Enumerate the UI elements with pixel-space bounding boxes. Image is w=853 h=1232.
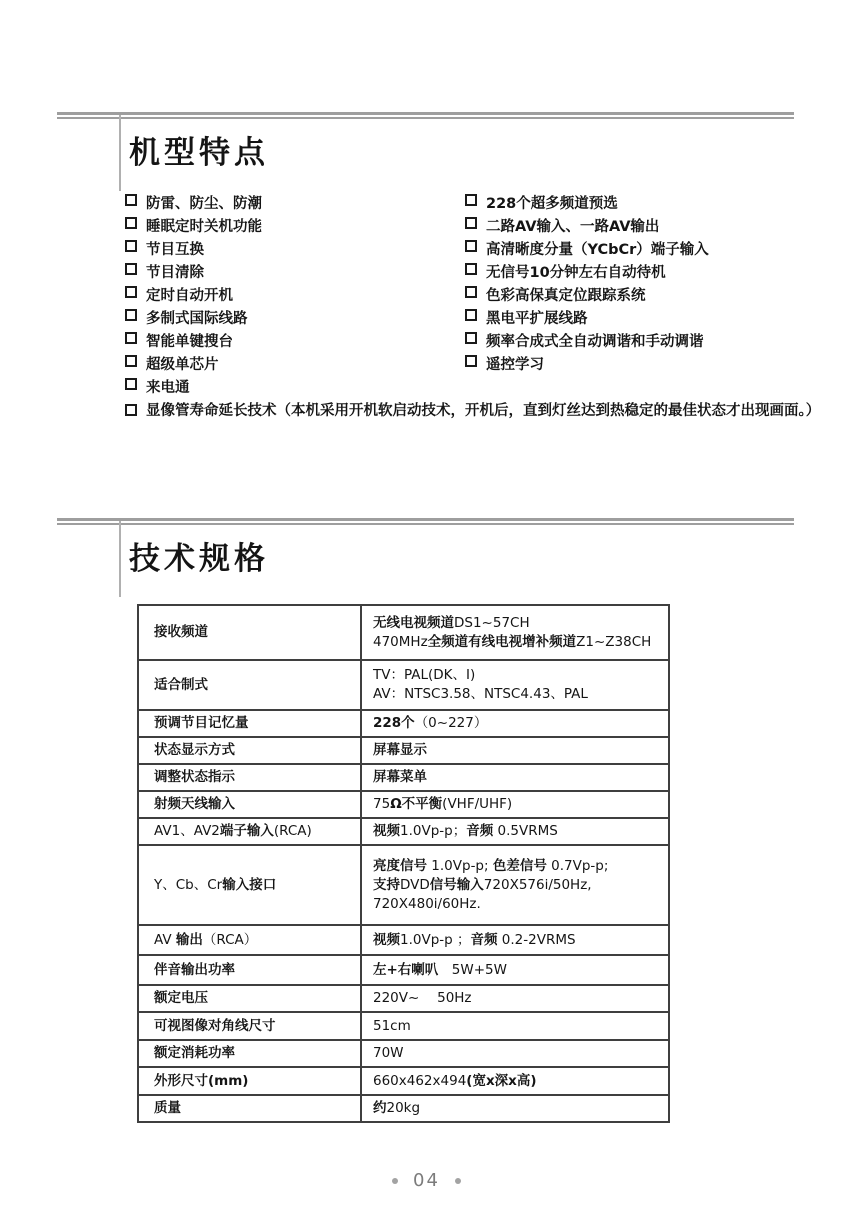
text-segment: 端子输入 (219, 823, 274, 839)
checkbox-icon (465, 332, 477, 344)
page-footer (0, 1170, 853, 1191)
text-segment: 额定电压 (154, 990, 208, 1006)
spec-value (361, 955, 669, 985)
text-segment: Y、Cb、Cr (154, 876, 223, 893)
feature-item (125, 353, 465, 376)
checkbox-icon (125, 332, 137, 344)
spec-value (361, 845, 669, 925)
text-segment: 支持 (373, 876, 400, 893)
text-segment: 660x462x494 (373, 1072, 467, 1089)
feature-columns (125, 192, 831, 399)
spec-label (138, 845, 361, 925)
text-segment: AV：NTSC3.58、NTSC4.43、PAL (373, 686, 588, 702)
text-segment: 228个 (373, 715, 415, 731)
checkbox-icon (125, 404, 137, 416)
spec-row (138, 1067, 669, 1095)
text-segment: (VHF/UHF) (442, 796, 513, 812)
text-segment: 720X480i/60Hz. (373, 895, 481, 912)
divider-line (57, 117, 794, 119)
spec-row (138, 818, 669, 845)
checkbox-icon (125, 240, 137, 252)
text-segment: 75 (373, 796, 391, 812)
spec-label (138, 660, 361, 710)
spec-label (138, 710, 361, 737)
feature-item (125, 192, 465, 215)
spec-value-line (373, 795, 664, 814)
text-segment: 状态显示方式 (154, 742, 235, 758)
spec-row (138, 845, 669, 925)
spec-row (138, 710, 669, 737)
text-segment: （RCA） (202, 931, 258, 948)
feature-column-left (125, 192, 465, 399)
text-segment: 音频 (470, 931, 498, 948)
page-number: 04 (413, 1170, 440, 1191)
feature-item-label: 定时自动开机 (146, 288, 233, 304)
feature-item (125, 330, 465, 353)
text-segment: 51cm (373, 1017, 411, 1034)
spec-value (361, 818, 669, 845)
text-segment: 0.5VRMS (493, 823, 558, 839)
feature-item-label: 节目互换 (146, 242, 204, 258)
text-segment: 亮度信号 (373, 857, 427, 874)
feature-item-label: 多制式国际线路 (146, 311, 248, 327)
feature-item-label: 超级单芯片 (146, 357, 219, 373)
feature-item-label: 节目清除 (146, 265, 204, 281)
feature-item-label: 228个超多频道预选 (486, 196, 618, 212)
feature-item (465, 215, 831, 238)
spec-label (138, 985, 361, 1012)
spec-value-line (373, 714, 664, 733)
text-segment: 70W (373, 1045, 404, 1061)
feature-item-label: 防雷、防尘、防潮 (146, 196, 262, 212)
title-accent-bar (119, 115, 121, 191)
section-divider (57, 518, 794, 525)
text-segment: 调整状态指示 (154, 769, 235, 785)
text-segment: Ω不平衡 (390, 796, 443, 812)
spec-value-line (373, 822, 664, 841)
spec-value-line (373, 931, 664, 950)
checkbox-icon (465, 217, 477, 229)
spec-label (138, 955, 361, 985)
spec-row (138, 955, 669, 985)
checkbox-icon (465, 263, 477, 275)
feature-item (125, 307, 465, 330)
text-segment: DS1~57CH (454, 614, 530, 631)
feature-item-label: 无信号10分钟左右自动待机 (486, 265, 666, 281)
text-segment: 预调节目记忆量 (154, 715, 249, 731)
text-segment: 约 (373, 1100, 387, 1116)
footer-dot-icon (392, 1178, 398, 1184)
spec-row (138, 1040, 669, 1067)
text-segment: 输出 (175, 931, 203, 948)
spec-value (361, 605, 669, 660)
feature-item (465, 307, 831, 330)
text-segment: 伴音输出功率 (154, 961, 235, 978)
spec-row (138, 985, 669, 1012)
spec-value (361, 710, 669, 737)
checkbox-icon (125, 217, 137, 229)
title-accent-bar (119, 521, 121, 597)
spec-value-line (373, 1044, 664, 1063)
text-segment: 全频道有线电视增补频道 (427, 633, 577, 650)
feature-item-label: 来电通 (146, 380, 190, 396)
spec-row (138, 1095, 669, 1122)
spec-value (361, 764, 669, 791)
text-segment: 可视图像对角线尺寸 (154, 1017, 276, 1034)
text-segment: 输入接口 (222, 876, 277, 893)
text-segment: 信号输入 (429, 876, 484, 893)
spec-value-line (373, 895, 664, 914)
text-segment: TV：PAL(DK、I) (373, 667, 476, 683)
text-segment: (宽x深x高) (466, 1072, 537, 1089)
features-title: 机型特点 (129, 135, 269, 171)
text-segment: AV1、AV2 (154, 823, 220, 839)
text-segment: 音频 (466, 823, 494, 839)
checkbox-icon (125, 355, 137, 367)
text-segment: DVD (400, 876, 430, 893)
feature-item-label: 智能单键搜台 (146, 334, 233, 350)
text-segment: 无线电视频道 (373, 614, 454, 631)
spec-row (138, 791, 669, 818)
spec-value-line (373, 666, 664, 685)
specs-title: 技术规格 (129, 541, 269, 577)
feature-item-label: 二路AV输入、一路AV输出 (486, 219, 660, 235)
text-segment: AV (154, 931, 176, 948)
spec-row (138, 605, 669, 660)
feature-item-label: 色彩高保真定位跟踪系统 (486, 288, 646, 304)
divider-line (57, 523, 794, 525)
spec-value (361, 737, 669, 764)
checkbox-icon (465, 240, 477, 252)
spec-label (138, 605, 361, 660)
feature-item-label: 遥控学习 (486, 357, 544, 373)
feature-item-label: 睡眠定时关机功能 (146, 219, 262, 235)
text-segment: (RCA) (273, 823, 312, 839)
specs-table (137, 604, 670, 1123)
spec-row (138, 1012, 669, 1040)
checkbox-icon (465, 355, 477, 367)
checkbox-icon (125, 194, 137, 206)
spec-value-line (373, 1017, 664, 1036)
checkbox-icon (125, 286, 137, 298)
spec-row (138, 764, 669, 791)
feature-item (465, 353, 831, 376)
feature-item (465, 261, 831, 284)
text-segment: 适合制式 (154, 676, 208, 693)
checkbox-icon (465, 194, 477, 206)
feature-item (465, 238, 831, 261)
feature-item-label: 黑电平扩展线路 (486, 311, 588, 327)
spec-value (361, 791, 669, 818)
text-segment: 屏幕显示 (373, 742, 427, 758)
text-segment: 接收频道 (154, 624, 208, 640)
text-segment: 720X576i/50Hz, (483, 876, 592, 893)
spec-value-line (373, 1099, 664, 1118)
spec-row (138, 737, 669, 764)
text-segment: （0~227） (414, 715, 488, 731)
spec-label (138, 1095, 361, 1122)
text-segment: 质量 (154, 1100, 181, 1116)
text-segment: 左+右喇叭 (373, 961, 439, 978)
divider-line (57, 518, 794, 521)
checkbox-icon (125, 309, 137, 321)
spec-label (138, 737, 361, 764)
checkbox-icon (465, 309, 477, 321)
text-segment: 视频 (373, 823, 400, 839)
spec-value (361, 1067, 669, 1095)
spec-label (138, 818, 361, 845)
spec-label (138, 1040, 361, 1067)
text-segment: 射频天线输入 (154, 796, 235, 812)
spec-label (138, 1012, 361, 1040)
checkbox-icon (465, 286, 477, 298)
text-segment: 1.0Vp-p; (427, 857, 493, 874)
spec-value-line (373, 1072, 664, 1091)
feature-item-label: 显像管寿命延长技术（本机采用开机软启动技术，开机后，直到灯丝达到热稳定的最佳状态才出现画面。） (146, 403, 821, 419)
spec-value (361, 985, 669, 1012)
spec-value (361, 1012, 669, 1040)
spec-value (361, 925, 669, 955)
feature-column-right (465, 192, 831, 399)
feature-item (125, 376, 465, 399)
footer-dot-icon (455, 1178, 461, 1184)
spec-value (361, 1095, 669, 1122)
text-segment: 外形尺寸(mm) (154, 1072, 249, 1089)
spec-value-line (373, 989, 664, 1008)
spec-label (138, 925, 361, 955)
spec-value-line (373, 633, 664, 652)
spec-label (138, 1067, 361, 1095)
text-segment: 470MHz (373, 633, 428, 650)
feature-item (465, 330, 831, 353)
spec-value-line (373, 961, 664, 980)
feature-item (125, 215, 465, 238)
spec-value-line (373, 741, 664, 760)
spec-label (138, 791, 361, 818)
feature-item (125, 261, 465, 284)
section-divider (57, 112, 794, 119)
feature-item-label: 高清晰度分量（YCbCr）端子输入 (486, 242, 709, 258)
spec-row (138, 660, 669, 710)
feature-item-label: 频率合成式全自动调谐和手动调谐 (486, 334, 704, 350)
spec-value (361, 1040, 669, 1067)
text-segment: 0.7Vp-p; (546, 857, 609, 874)
text-segment: 屏幕菜单 (373, 769, 427, 785)
text-segment: 视频 (373, 931, 400, 948)
feature-list (125, 192, 831, 423)
text-segment: 1.0Vp-p； (400, 823, 467, 839)
text-segment: 0.2-2VRMS (497, 931, 576, 948)
text-segment: 额定消耗功率 (154, 1045, 235, 1061)
checkbox-icon (125, 378, 137, 390)
spec-value-line (373, 768, 664, 787)
feature-item (465, 284, 831, 307)
spec-value (361, 660, 669, 710)
feature-item (125, 238, 465, 261)
text-segment: 5W+5W (438, 961, 507, 978)
divider-line (57, 112, 794, 115)
feature-item-long (125, 400, 831, 423)
feature-item (465, 192, 831, 215)
text-segment: Z1~Z38CH (576, 633, 652, 650)
spec-value-line (373, 685, 664, 704)
text-segment: 20kg (386, 1100, 421, 1116)
spec-value-line (373, 614, 664, 633)
text-segment: 220V~ 50Hz (373, 990, 472, 1006)
spec-label (138, 764, 361, 791)
spec-row (138, 925, 669, 955)
checkbox-icon (125, 263, 137, 275)
feature-item (125, 284, 465, 307)
spec-value-line (373, 876, 664, 895)
text-segment: 色差信号 (492, 857, 547, 874)
text-segment: 1.0Vp-p ； (400, 931, 471, 948)
spec-value-line (373, 857, 664, 876)
